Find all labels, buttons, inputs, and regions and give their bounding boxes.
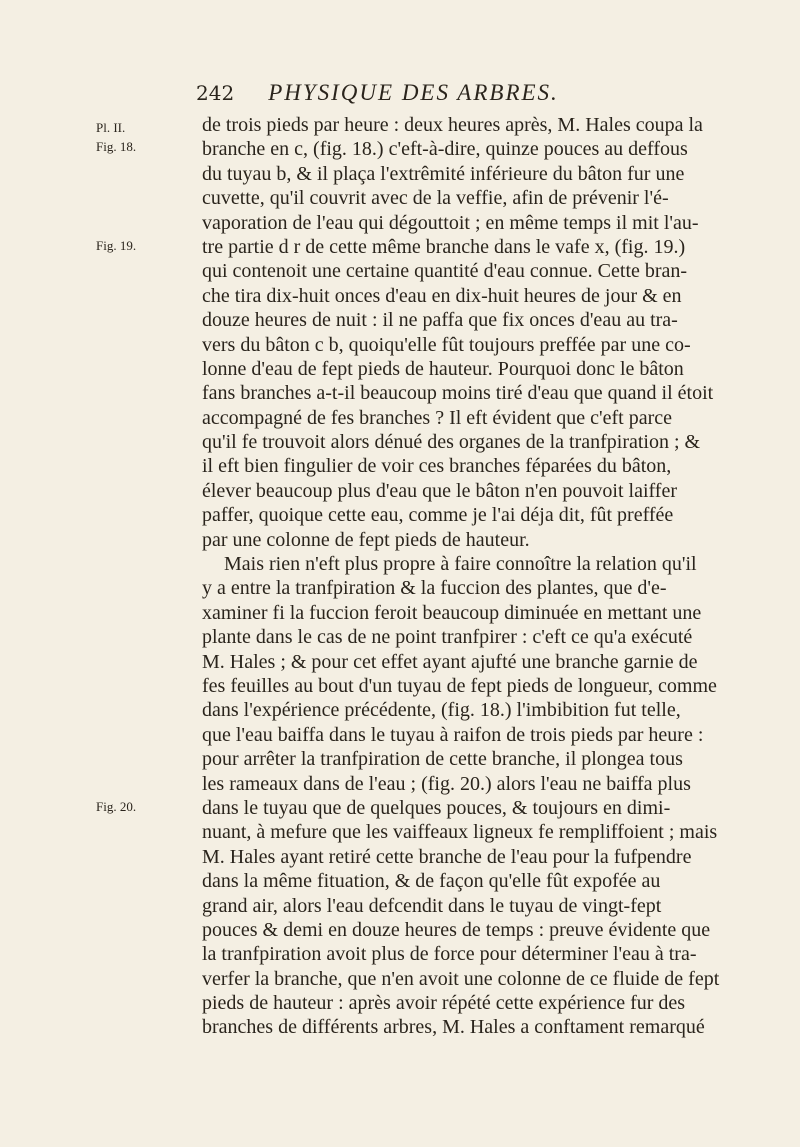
margin-note-fig-20: Fig. 20. — [96, 799, 137, 814]
paragraph-start-line: Mais rien n'eft plus propre à faire connoître la relation qu'il — [224, 553, 697, 576]
text-line: branche en c, (fig. 18.) c'eft-à-dire, quinze pouces au deffous — [202, 138, 688, 161]
text-line: que l'eau baiffa dans le tuyau à raifon de trois pieds par heure : — [202, 723, 704, 746]
text-line: dans l'expérience précédente, (fig. 18.) l'imbibition fut telle, — [202, 699, 681, 722]
text-line: lonne d'eau de fept pieds de hauteur. Pourquoi donc le bâton — [202, 357, 684, 380]
text-line: les rameaux dans de l'eau ; (fig. 20.) alors l'eau ne baiffa plus — [202, 772, 691, 795]
text-line: y a entre la tranfpiration & la fuccion des plantes, que d'e- — [202, 577, 667, 600]
text-line: tre partie d r de cette même branche dans le vafe x, (fig. 19.) — [202, 235, 686, 258]
text-line: de trois pieds par heure : deux heures après, M. Hales coupa la — [202, 114, 703, 136]
running-title: PHYSIQUE DES ARBRES. — [268, 80, 559, 105]
text-line: douze heures de nuit : il ne paffa que fix onces d'eau au tra- — [202, 309, 678, 332]
text-line: vers du bâton c b, quoiqu'elle fût toujours preffée par une co- — [202, 333, 691, 356]
text-line: par une colonne de fept pieds de hauteur. — [202, 528, 530, 551]
page-header — [196, 80, 676, 110]
text-line: qu'il fe trouvoit alors dénué des organes de la tranfpiration ; & — [202, 431, 701, 454]
text-line: dans la même fituation, & de façon qu'elle fût expofée au — [202, 870, 661, 893]
text-line: il eft bien fingulier de voir ces branches féparées du bâton, — [202, 455, 672, 478]
text-line: pour arrêter la tranfpiration de cette branche, il plongea tous — [202, 748, 683, 771]
text-line: fes feuilles au bout d'un tuyau de fept pieds de longueur, comme — [202, 674, 717, 697]
text-line: M. Hales ; & pour cet effet ayant ajufté une branche garnie de — [202, 650, 698, 673]
text-line: la tranfpiration avoit plus de force pour déterminer l'eau à tra- — [202, 943, 697, 966]
text-line: pieds de hauteur : après avoir répété cette expérience fur des — [202, 992, 686, 1015]
text-line: paffer, quoique cette eau, comme je l'ai déja dit, fût preffée — [202, 504, 674, 527]
text-line: M. Hales ayant retiré cette branche de l'eau pour la fufpendre — [202, 845, 692, 868]
text-line: branches de différents arbres, M. Hales a conftament remarqué — [202, 1016, 705, 1039]
page-number: 242 — [196, 81, 235, 105]
text-line: plante dans le cas de ne point tranfpirer : c'eft ce qu'a exécuté — [202, 626, 693, 649]
text-line: accompagné de fes branches ? Il eft évident que c'eft parce — [202, 406, 673, 429]
text-line: pouces & demi en douze heures de temps : preuve évidente que — [202, 918, 711, 941]
text-line: fans branches a-t-il beaucoup moins tiré d'eau que quand il étoit — [202, 382, 714, 405]
text-line: verfer la branche, que n'en avoit une colonne de ce fluide de fept — [202, 967, 720, 990]
text-line: nuant, à mefure que les vaiffeaux ligneux fe rempliffoient ; mais — [202, 821, 718, 844]
text-line: cuvette, qu'il couvrit avec de la veffie, afin de prévenir l'é- — [202, 187, 669, 210]
text-line: xaminer fi la fuccion feroit beaucoup diminuée en mettant une — [202, 601, 702, 624]
text-line: vaporation de l'eau qui dégouttoit ; en même temps il mit l'au- — [202, 211, 699, 234]
text-line: élever beaucoup plus d'eau que le bâton n'en pouvoit laiffer — [202, 479, 677, 502]
text-line: grand air, alors l'eau defcendit dans le tuyau de vingt-fept — [202, 894, 662, 917]
body-text — [202, 113, 742, 1040]
text-line: dans le tuyau que de quelques pouces, & toujours en dimi- — [202, 796, 671, 819]
margin-note-fig-18: Fig. 18. — [96, 139, 137, 154]
margin-note-fig-19: Fig. 19. — [96, 238, 137, 253]
text-line: du tuyau b, & il plaça l'extrêmité inférieure du bâton fur une — [202, 162, 685, 185]
text-line: che tira dix-huit onces d'eau en dix-huit heures de jour & en — [202, 284, 682, 307]
text-line: qui contenoit une certaine quantité d'eau connue. Cette bran- — [202, 260, 688, 283]
margin-note-plate: Pl. II. — [96, 120, 126, 135]
